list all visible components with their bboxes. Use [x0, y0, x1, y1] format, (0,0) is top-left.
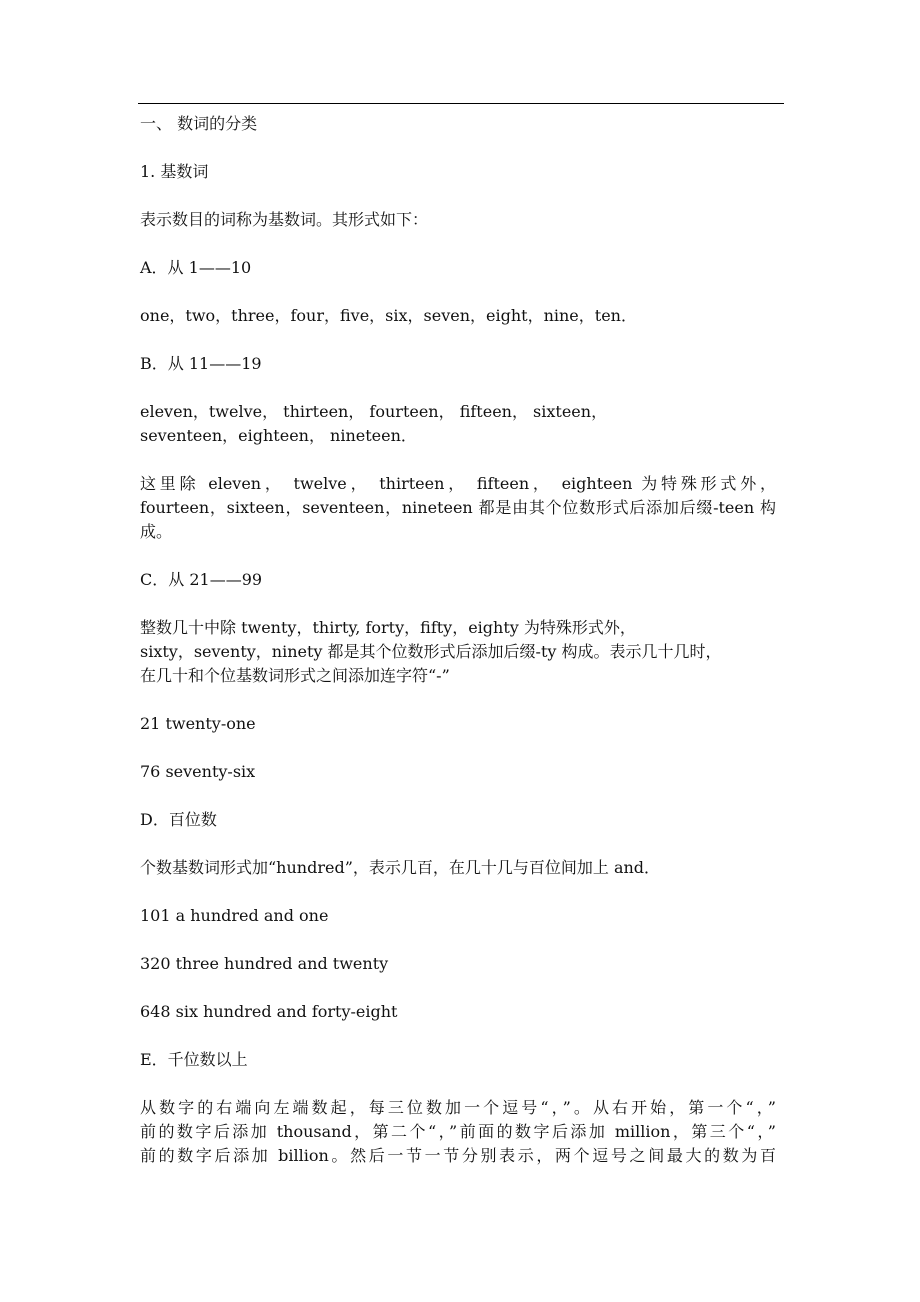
group-d-example — [140, 1000, 776, 1024]
group-c-note — [140, 616, 776, 688]
group-c-example-2: 76 seventy-six — [140, 762, 256, 781]
group-c-example — [140, 712, 776, 736]
group-e-note-line-3: 前的数字后添加 billion。然后一节一节分别表示，两个逗号之间最大的数为百 — [140, 1146, 776, 1165]
group-c-note-line-3: 在几十和个位基数词形式之间添加连字符“-” — [140, 666, 450, 685]
section-heading-text: 一、 数词的分类 — [140, 114, 258, 133]
group-b-words-line-2: seventeen，eighteen， nineteen． — [140, 426, 417, 445]
group-b-note-line-1: 这里除 eleven， twelve， thirteen， fifteen， eighteen 为特殊形式外， — [140, 474, 776, 493]
group-c-label — [140, 568, 776, 592]
group-a-words — [140, 304, 776, 328]
group-d-example — [140, 904, 776, 928]
group-d-example — [140, 952, 776, 976]
group-b-label — [140, 352, 776, 376]
group-c-example-1: 21 twenty-one — [140, 714, 256, 733]
group-b-label-text: B．从 11——19 — [140, 354, 262, 373]
group-a-words-text: one，two，three，four，five，six，seven，eight，nine，ten． — [140, 306, 637, 325]
group-b-words — [140, 400, 776, 448]
group-e-note — [140, 1096, 776, 1168]
intro-paragraph — [140, 208, 776, 232]
group-b-note-line-2: fourteen，sixteen，seventeen，nineteen 都是由其个位数形式后添加后缀-teen 构 — [140, 498, 776, 517]
sub-heading-text: 1. 基数词 — [140, 162, 209, 181]
group-d-example-2: 320 three hundred and twenty — [140, 954, 389, 973]
group-a-label — [140, 256, 776, 280]
sub-heading — [140, 160, 776, 184]
header-rule — [138, 103, 784, 104]
group-d-note-text: 个数基数词形式加“hundred”，表示几百，在几十几与百位间加上 and． — [140, 858, 661, 877]
intro-text: 表示数目的词称为基数词。其形式如下： — [140, 210, 429, 229]
group-b-note-line-3: 成。 — [140, 522, 173, 541]
group-c-example — [140, 760, 776, 784]
group-c-note-line-1: 整数几十中除 twenty，thirty, forty，fifty，eighty 为特殊形式外， — [140, 618, 636, 637]
group-c-label-text: C．从 21——99 — [140, 570, 263, 589]
group-d-example-3: 648 six hundred and forty-eight — [140, 1002, 398, 1021]
group-d-note — [140, 856, 776, 880]
group-e-label — [140, 1048, 776, 1072]
document-body — [140, 112, 776, 1192]
group-b-words-line-1: eleven，twelve， thirteen， fourteen， fifteen， sixteen， — [140, 402, 608, 421]
group-e-label-text: E．千位数以上 — [140, 1050, 248, 1069]
group-d-label-text: D．百位数 — [140, 810, 217, 829]
section-heading — [140, 112, 776, 136]
group-e-note-line-2: 前的数字后添加 thousand，第二个“，”前面的数字后添加 million，第三个“，” — [140, 1122, 776, 1141]
group-b-note — [140, 472, 776, 544]
group-c-note-line-2: sixty，seventy，ninety 都是其个位数形式后添加后缀-ty 构成。表示几十几时， — [140, 642, 722, 661]
group-d-label — [140, 808, 776, 832]
group-e-note-line-1: 从数字的右端向左端数起，每三位数加一个逗号“，”。从右开始，第一个“，” — [140, 1098, 776, 1117]
group-a-label-text: A．从 1——10 — [140, 258, 252, 277]
group-d-example-1: 101 a hundred and one — [140, 906, 329, 925]
